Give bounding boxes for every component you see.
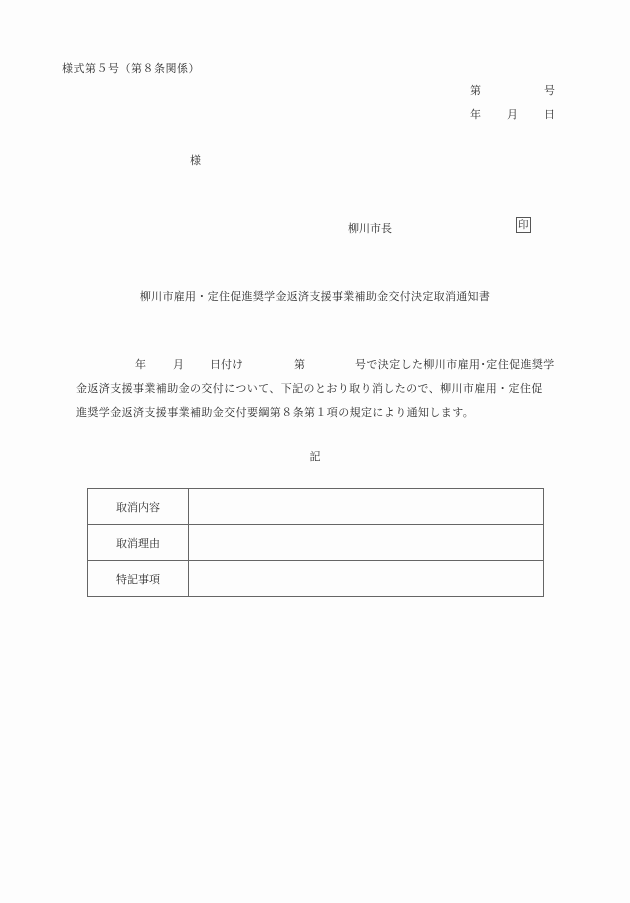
row-label-cancel-reason: 取消理由 xyxy=(88,525,189,561)
doc-number-prefix: 第 xyxy=(470,84,481,97)
document-title: 柳川市雇用・定住促進奨学金返済支援事業補助金交付決定取消通知書 xyxy=(139,290,491,303)
ki-heading: 記 xyxy=(309,450,321,463)
body-month: 月 xyxy=(173,358,184,371)
date-year: 年 xyxy=(470,108,481,121)
issuer-name: 柳川市長 xyxy=(348,222,392,235)
body-line1-rest: 号で決定した柳川市雇用･定住促進奨学 xyxy=(355,358,555,371)
row-label-cancel-content: 取消内容 xyxy=(88,489,189,525)
body-line2: 金返済支援事業補助金の交付について、下記のとおり取り消したので、柳川市雇用・定住促 xyxy=(76,382,543,395)
row-value-remarks[interactable] xyxy=(189,561,544,597)
seal-mark: 印 xyxy=(518,219,529,231)
date-day: 日 xyxy=(544,108,555,121)
row-value-cancel-reason[interactable] xyxy=(189,525,544,561)
table-row xyxy=(88,525,544,561)
body-number-prefix: 第 xyxy=(294,358,305,371)
body-year: 年 xyxy=(135,358,146,371)
body-day: 日付け xyxy=(210,358,243,371)
detail-table xyxy=(87,488,544,597)
table-row xyxy=(88,489,544,525)
date-month: 月 xyxy=(507,108,518,121)
doc-number-suffix: 号 xyxy=(544,84,555,97)
table-row xyxy=(88,561,544,597)
row-label-remarks: 特記事項 xyxy=(88,561,189,597)
addressee-suffix: 様 xyxy=(190,154,201,167)
body-line3: 進奨学金返済支援事業補助金交付要綱第８条第１項の規定により通知します。 xyxy=(76,406,475,419)
form-number: 様式第５号（第８条関係） xyxy=(62,62,200,75)
row-value-cancel-content[interactable] xyxy=(189,489,544,525)
